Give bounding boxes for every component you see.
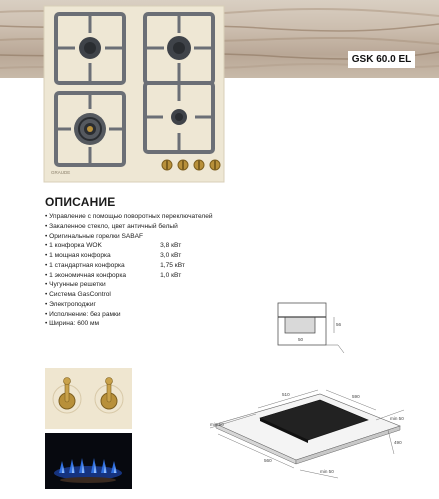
model-label: GSK 60.0 EL	[348, 51, 415, 68]
knobs-photo	[45, 368, 132, 429]
spec-item: • Система GasControl	[45, 291, 111, 298]
spec-item: • Закаленное стекло, цвет античный белый	[45, 222, 178, 230]
dim-min50-left: min 50	[210, 422, 224, 427]
dim-590: 590	[352, 394, 360, 399]
spec-list	[45, 212, 213, 329]
spec-item: • Управление с помощью поворотных переключателей	[45, 213, 213, 220]
dim-min50-right: min 50	[390, 416, 404, 421]
dim-depth-label: 56	[336, 322, 342, 327]
spec-item: • Исполнение: без рамки	[45, 310, 121, 318]
dim-min50-bottom: min 50	[320, 469, 334, 474]
dim-width-label: 50	[298, 337, 304, 342]
spec-item-burner: • 1 конфорка WOK 3,8 кВт	[45, 242, 182, 250]
installation-drawing	[208, 368, 408, 486]
brand-mark: GRAUDE	[51, 170, 71, 175]
spec-item-burner: • 1 экономичная конфорка 1,0 кВт	[45, 271, 182, 279]
spec-item: • Электроподжиг	[45, 300, 96, 308]
flame-photo	[45, 433, 132, 489]
spec-item: • Оригинальные горелки SABAF	[45, 232, 144, 240]
dim-490: 490	[394, 440, 402, 445]
spec-item-burner: • 1 мощная конфорка 3,0 кВт	[45, 252, 182, 259]
section-title: ОПИСАНИЕ	[45, 195, 116, 209]
dim-560: 560	[264, 458, 272, 463]
spec-item-burner: • 1 стандартная конфорка 1,75 кВт	[45, 261, 185, 269]
cooktop-illustration	[43, 5, 225, 183]
spec-item: • Чугунные решетки	[45, 281, 106, 289]
side-section-drawing	[268, 295, 348, 357]
spec-item: • Ширина: 600 мм	[45, 320, 100, 328]
dim-510: 510	[282, 392, 290, 397]
